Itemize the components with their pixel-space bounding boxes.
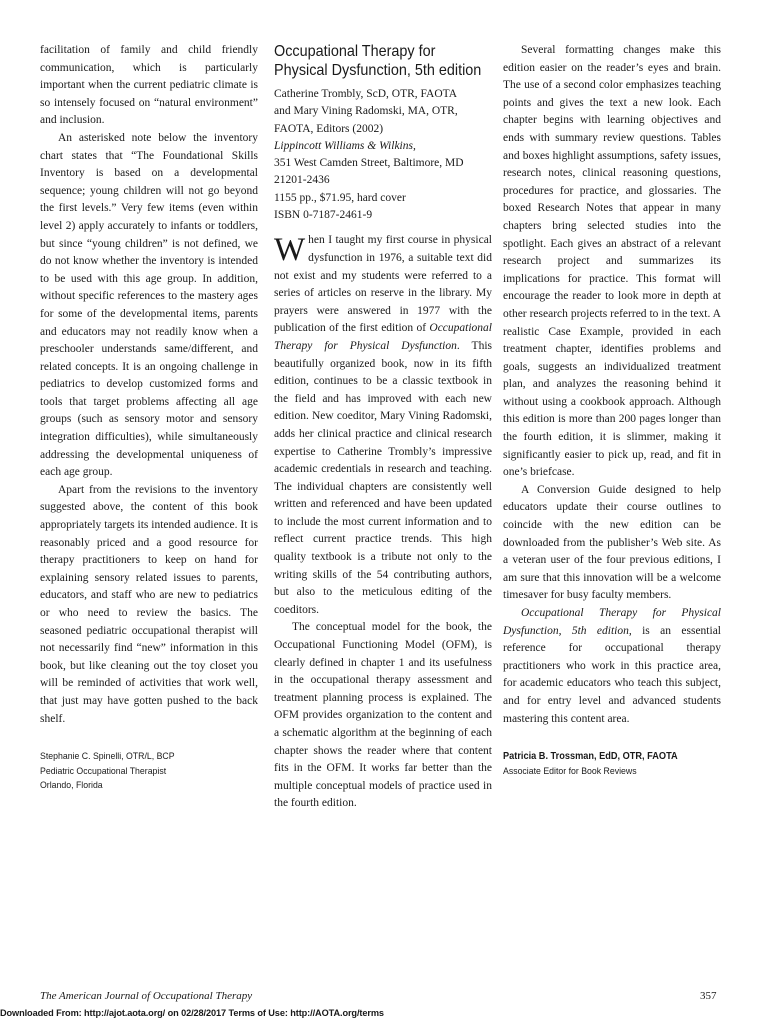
reviewer-title: Associate Editor for Book Reviews	[503, 765, 637, 777]
page-number: 357	[700, 990, 717, 1002]
journal-name: The American Journal of Occupational Therapy	[40, 990, 253, 1002]
review-paragraph: Occupational Therapy for Physical Dysfunction, 5th edition, is an essential reference for occupational therapy practitioners who work in this practice area, for academic educators who teach this subject, and for entry level and advanced students mastering this content area.	[503, 607, 722, 725]
book-pages-price: 1155 pp., $71.95, hard cover	[274, 191, 406, 204]
column-left	[40, 42, 258, 794]
review-paragraph: The conceptual model for the book, the Occupational Functioning Model (OFM), is clearly defined in chapter 1 and its usefulness in the occupational therapy assessment and treatment planning process is explained. The OFM provides organization to the content and a schematic algorithm at the beginning of each chapter shows the reader where that content fits in the OFM. It works far better than the multiple conceptual models of practice used in the fourth edition.	[274, 621, 492, 810]
reviewer-signature	[40, 750, 241, 794]
review-paragraph: An asterisked note below the inventory chart states that “The Foundational Skills Inventory is based on a developmental sequence; young children will not go beyond the first levels.” Very few items (even within level 2) apply accurately to infants or toddlers, but since “young children” is not defined, we do not know whether the inventory is intended to be used with this age group. In addition, without specific references to the mastery ages for some of the developmental items, parents and educators may not readily know when a preschooler understands same/different, and related concepts. It is an ongoing challenge in pediatrics to develop customized forms and tools that target problems affecting all age groups (such as sensory motor and sensory integration difficulties), while simultaneously addressing the developmental uniqueness of each age group.	[40, 131, 258, 479]
review-paragraph: Several formatting changes make this edition easier on the reader’s eyes and brain. The use of a second color emphasizes teaching points and gives the text a new look. Each chapter begins with learning objectives and ends with summary review questions. Tables and boxes highlight assumptions, safety issues, research notes, clinical reasoning questions, procedures for practice, and glossaries. The boxed Research Notes that appear in many chapters bring selected studies into the spotlight. Each gives an abstract of a relevant research project and summarizes its implications for practice. This format will encourage the reader to look more in depth at other research projects referred to in the text. A realistic Case Example, provided in each treatment chapter, identifies problems and goals, suggests an individualized treatment plan, and analyzes the reasoning behind it without using a cookbook approach. Although this edition is more than 200 pages longer than the fourth edition, it is slimmer, making it significantly easier to pick up, read, and fit in one’s briefcase.	[503, 44, 721, 479]
book-title-line: Occupational Therapy for	[274, 43, 436, 60]
download-notice: Downloaded From: http://ajot.aota.org/ on 02/28/2017 Terms of Use: http://AOTA.org/terms	[0, 1008, 384, 1018]
column-middle	[274, 42, 492, 813]
book-editors: Catherine Trombly, ScD, OTR, FAOTA	[274, 88, 458, 100]
book-title-line: Physical Dysfunction, 5th edition	[274, 62, 482, 79]
book-title	[274, 42, 482, 80]
reviewer-name: Stephanie C. Spinelli, OTR/L, BCP	[40, 751, 175, 763]
column-right	[503, 42, 721, 779]
book-editors: FAOTA, Editors (2002)	[274, 122, 384, 135]
review-paragraph: facilitation of family and child friendly communication, which is particularly important when the current pediatric climate is so intensely focused on “natural environment” and inclusion.	[40, 44, 258, 127]
book-editors: and Mary Vining Radomski, MA, OTR,	[274, 105, 458, 118]
review-paragraph: When I taught my first course in physical dysfunction in 1976, a suitable text did not exist and my students were referred to a series of articles on reserve in the library. My prayers were answered in 1977 with the publication of the first edition of Occupational Therapy for Physical Dysfunction. This beautifully organized book, now in its fifth edition, continues to be a classic textbook in the field and has improved with each new edition. New coeditor, Mary Vining Radomski, adds her clinical practice and clinical research expertise to Catherine Trombly’s impressive academic credentials in research and teaching. The individual chapters are consistently well written and referenced and have been updated to include the most current information and to reflect current practice trends. This high quality textbook is a tribute not only to the writing skills of the 54 contributing authors, but also to the meticulous editing of the coeditors.	[274, 232, 492, 616]
book-isbn: ISBN 0-7187-2461-9	[274, 209, 373, 222]
publisher-address: 351 West Camden Street, Baltimore, MD	[274, 157, 464, 170]
publisher-address: 21201-2436	[274, 174, 330, 187]
review-paragraph: Apart from the revisions to the inventory suggested above, the content of this book appropriately targets its intended audience. It is reasonably priced and a good resource for therapy practitioners to keep on hand for explaining sensory related issues to parents, educators, and staff who are new to pediatrics or who need to review the basics. The seasoned pediatric occupational therapist will not necessarily find “new” information in this book, but like cleaning out the toy closet you will be reminded of activities that work well, that just may have gotten pushed to the back shelf.	[40, 483, 258, 725]
review-paragraph: A Conversion Guide designed to help educators update their course outlines to coincide with the new edition can be downloaded from the publisher’s Web site. As a veteran user of the four previous editions, I am sure that this innovation will be a welcome timesaver for busy faculty members.	[503, 483, 721, 602]
drop-cap: W	[274, 232, 306, 269]
book-publisher: Lippincott Williams & Wilkins,	[274, 139, 416, 152]
reviewer-title: Pediatric Occupational Therapist	[40, 765, 167, 777]
reviewer-signature	[503, 750, 704, 779]
reviewer-location: Orlando, Florida	[40, 780, 103, 792]
reviewer-name: Patricia B. Trossman, EdD, OTR, FAOTA	[503, 751, 678, 763]
